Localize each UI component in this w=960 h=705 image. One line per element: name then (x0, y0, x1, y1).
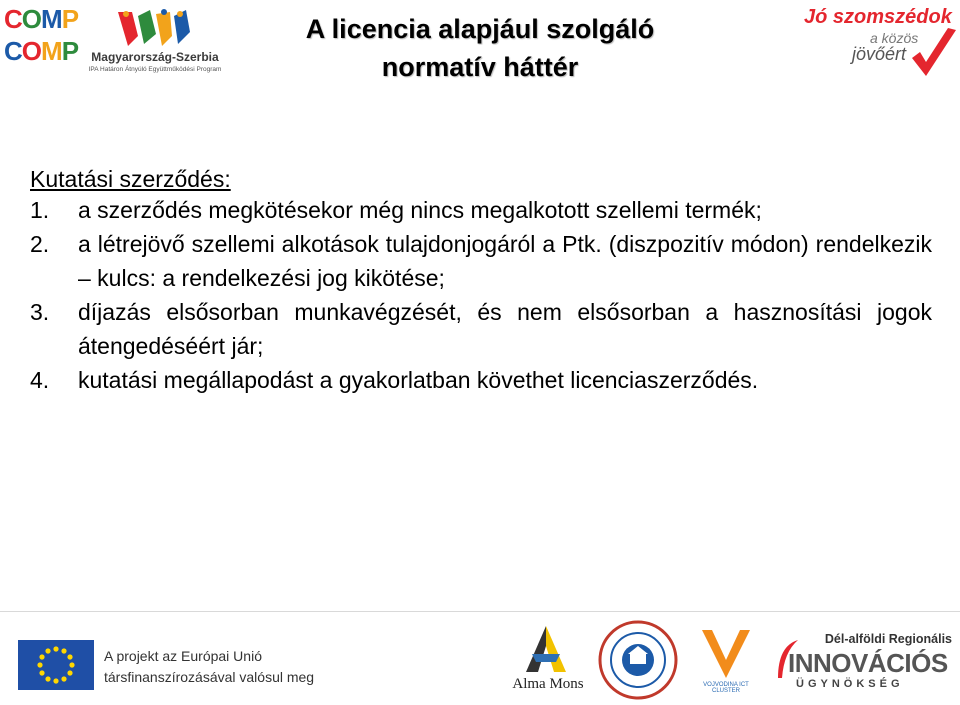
page-title (230, 10, 730, 86)
hungary-serbia-subtitle: IPA Határon Átnyúló Együttműködési Program (88, 66, 222, 73)
list-item-text: a létrejövő szellemi alkotások tulajdonjogáról a Ptk. (diszpozitív módon) rendelkezik – kulcs: a rendelkezési jog kikötése; (78, 231, 932, 291)
list-item (30, 193, 932, 227)
swoosh-icon (776, 638, 800, 682)
list-item-number: 2. (30, 231, 50, 257)
vojvodina-ict-text: VOJVODINA ICT CLUSTER (703, 682, 749, 694)
university-seal-icon (598, 620, 678, 700)
list-item (30, 227, 932, 295)
good-neighbours-logo (790, 4, 960, 84)
contract-list (30, 193, 932, 397)
good-neighbours-line1: Jó szomszédok (804, 6, 952, 28)
list-item (30, 295, 932, 363)
comp-logo-line1: COMP (4, 4, 79, 34)
section-heading: Kutatási szerződés: (30, 166, 231, 192)
alma-mons-emblem-icon (508, 624, 584, 676)
page-title-line2: normatív háttér (381, 52, 579, 82)
hungary-serbia-emblem-icon (80, 6, 230, 50)
innovation-agency-name: INNOVÁCIÓS (788, 648, 948, 678)
list-item-text: kutatási megállapodást a gyakorlatban követhet licenciaszerződés. (78, 367, 759, 393)
alma-mons-logo (508, 624, 584, 700)
eu-funding-line2: társfinanszírozásával valósul meg (104, 669, 315, 685)
eu-funding-text (104, 646, 364, 688)
list-item-number: 3. (30, 299, 50, 325)
alma-mons-text: Alma Mons (512, 676, 584, 692)
checkmark-icon (908, 24, 960, 84)
comp-logo (4, 4, 79, 72)
hungary-serbia-title: Magyarország-Szerbia (91, 50, 219, 64)
footer-divider (0, 611, 960, 612)
list-item-text: a szerződés megkötésekor még nincs megalkotott szellemi termék; (78, 197, 762, 223)
vojvodina-ict-logo (694, 624, 758, 700)
innovation-agency-logo (780, 632, 958, 692)
innovation-agency-region: Dél-alföldi Regionális (824, 632, 952, 646)
list-item-number: 1. (30, 197, 50, 223)
eu-funding-line1: A projekt az Európai Unió (104, 648, 262, 664)
list-item-text: díjazás elsősorban munkavégzését, és nem elsősorban a hasznosítási jogok átengedéséért jár; (78, 299, 932, 359)
good-neighbours-line2: a közös (870, 30, 919, 46)
hungary-serbia-logo (80, 6, 240, 76)
list-item (30, 363, 932, 397)
page-title-line1: A licencia alapjául szolgáló (305, 14, 655, 44)
innovation-agency-type: ÜGYNÖKSÉG (796, 678, 904, 690)
vojvodina-ict-emblem-icon (694, 624, 758, 682)
eu-flag-icon (18, 640, 94, 690)
comp-logo-line2: COMP (4, 36, 79, 66)
good-neighbours-line3: jövőért (852, 44, 907, 64)
university-seal (598, 620, 678, 700)
content-body (30, 166, 932, 397)
list-item-number: 4. (30, 367, 50, 393)
